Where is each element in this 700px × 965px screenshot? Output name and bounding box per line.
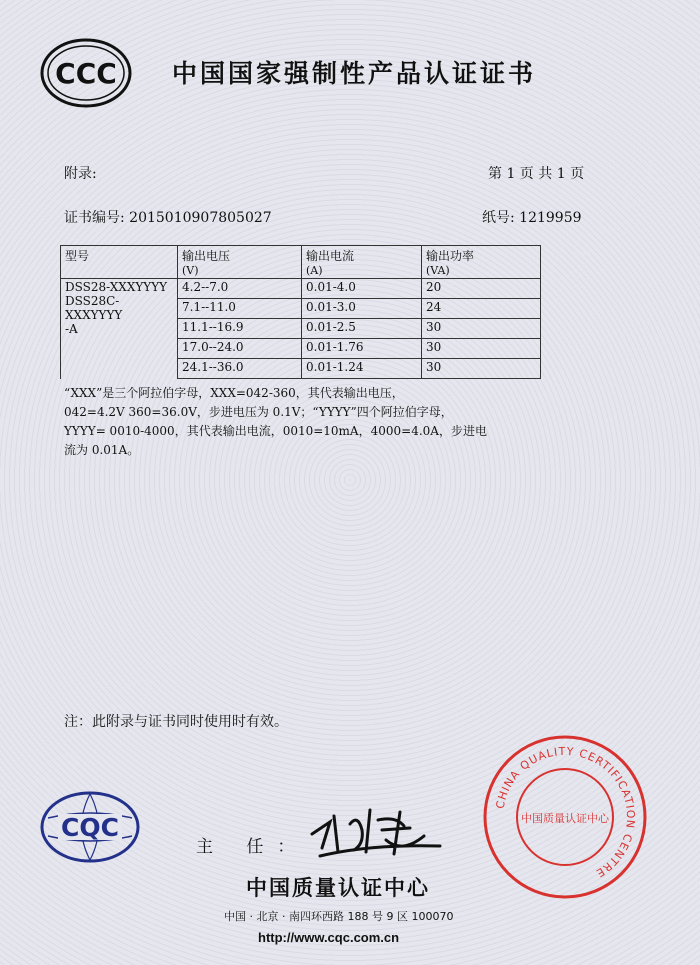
model-note [64,384,544,460]
voltage-cell: 4.2--7.0 [178,279,302,299]
cert-no-value: 2015010907805027 [129,210,272,226]
signature-image [300,800,450,862]
power-cell: 30 [422,319,541,339]
note-line: 流为 0.01A。 [64,443,140,457]
header-cell-model: 型号 [61,246,178,279]
page-info: 第 1 页 共 1 页 [488,166,585,182]
note-line: “XXX”是三个阿拉伯字母，XXX=042-360，其代表输出电压， [64,386,404,400]
seal-outer-text: CHINA QUALITY CERTIFICATION CENTRE [493,744,638,881]
voltage-cell: 24.1--36.0 [178,359,302,379]
ccc-logo-text: CCC [55,57,117,90]
note-line: 042=4.2V 360=36.0V，步进电压为 0.1V；“YYYY”四个阿拉伯字母， [64,405,453,419]
organization-url: http://www.cqc.com.cn [258,930,400,945]
model-line: DSS28C-XXXYYYY [65,294,123,322]
current-cell: 0.01-2.5 [302,319,422,339]
appendix-label: 附录: [64,166,97,182]
cert-no-label: 证书编号: [64,210,125,226]
certificate-title: 中国国家强制性产品认证证书 [172,59,537,88]
paper-no-value: 1219959 [519,210,582,226]
director-label: 主 任： [196,837,309,857]
paper-no-label: 纸号: [482,210,515,226]
current-cell: 0.01-1.24 [302,359,422,379]
power-cell: 30 [422,339,541,359]
paper-no-row [482,207,582,227]
cert-no-row [64,207,272,227]
current-cell: 0.01-1.76 [302,339,422,359]
cqc-logo-text: CQC [61,813,119,842]
power-cell: 20 [422,279,541,299]
seal-inner-text: 中国质量认证中心 [521,812,609,825]
note-line: YYYY= 0010-4000，其代表输出电流，0010=10mA，4000=4.0A，步进电 [64,424,487,438]
organization-name: 中国质量认证中心 [246,876,430,900]
certification-seal [480,732,650,902]
table-row [61,279,541,299]
model-cell [61,279,178,379]
model-line: -A [65,322,78,336]
current-cell: 0.01-3.0 [302,299,422,319]
header-cell-power: 输出功率 (VA) [422,246,541,279]
voltage-cell: 17.0--24.0 [178,339,302,359]
power-cell: 30 [422,359,541,379]
voltage-cell: 11.1--16.9 [178,319,302,339]
organization-address: 中国 · 北京 · 南四环西路 188 号 9 区 100070 [224,910,454,923]
current-cell: 0.01-4.0 [302,279,422,299]
ccc-logo [40,38,132,108]
table-header-row [61,246,541,279]
header-cell-voltage: 输出电压 (V) [178,246,302,279]
power-cell: 24 [422,299,541,319]
voltage-cell: 7.1--11.0 [178,299,302,319]
cqc-logo [38,790,142,864]
validity-footnote: 注：此附录与证书同时使用时有效。 [64,714,288,730]
header-cell-current: 输出电流 (A) [302,246,422,279]
spec-table [60,245,541,379]
model-line: DSS28-XXXYYYY [65,280,168,294]
